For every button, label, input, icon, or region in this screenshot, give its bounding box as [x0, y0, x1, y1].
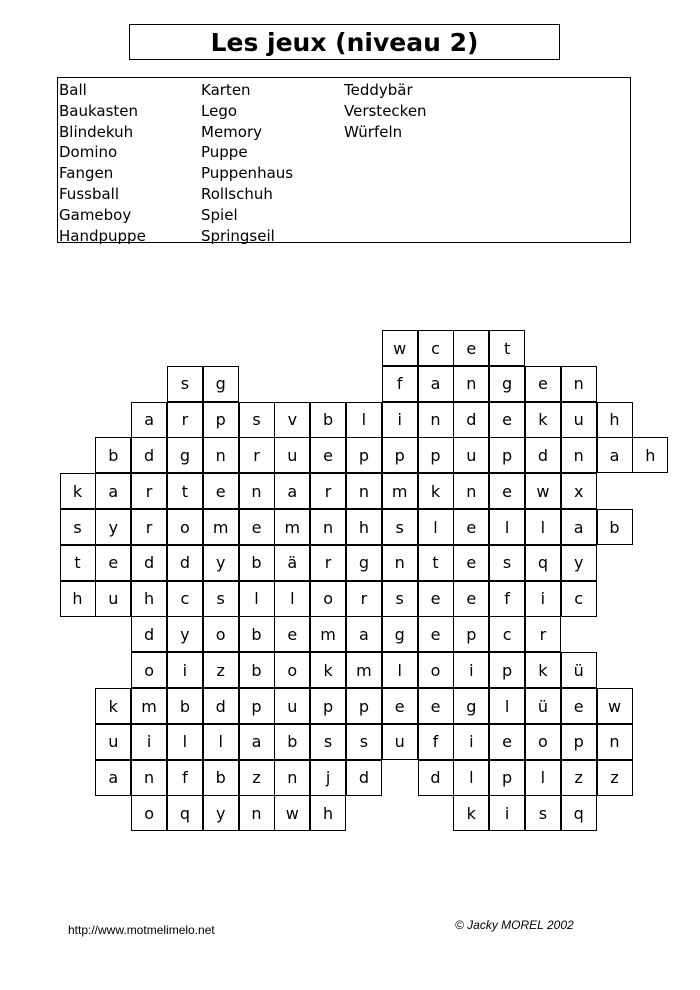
grid-cell: n [131, 760, 167, 796]
grid-cell: y [95, 509, 131, 545]
word-item: Gameboy [59, 205, 132, 224]
grid-cell: w [382, 330, 418, 366]
grid-cell: k [60, 473, 96, 509]
grid-cell: l [489, 688, 525, 724]
grid-cell: g [167, 437, 203, 473]
word-item: Fangen [59, 164, 114, 183]
grid-cell: k [95, 688, 131, 724]
grid-cell: m [346, 652, 382, 688]
grid-cell: e [203, 473, 239, 509]
grid-cell: p [310, 688, 346, 724]
grid-cell: ü [561, 652, 597, 688]
grid-cell: r [525, 616, 561, 652]
grid-cell: s [346, 724, 382, 760]
grid-cell: n [203, 437, 239, 473]
grid-cell: y [203, 795, 239, 831]
page-title: Les jeux (niveau 2) [129, 24, 560, 60]
grid-cell: d [346, 760, 382, 796]
word-item: Teddybär [344, 81, 413, 99]
grid-cell: l [274, 581, 310, 617]
grid-cell: a [131, 402, 167, 438]
grid-cell: h [310, 795, 346, 831]
grid-cell: m [203, 509, 239, 545]
grid-cell: b [239, 616, 275, 652]
grid-cell: b [597, 509, 633, 545]
grid-cell: b [310, 402, 346, 438]
grid-cell: n [561, 437, 597, 473]
grid-cell: p [489, 437, 525, 473]
grid-cell: e [453, 509, 489, 545]
grid-cell: r [239, 437, 275, 473]
grid-cell: k [418, 473, 454, 509]
word-item: Würfeln [344, 122, 403, 141]
grid-cell: i [131, 724, 167, 760]
grid-cell: e [418, 688, 454, 724]
grid-cell: b [239, 652, 275, 688]
grid-cell: l [203, 724, 239, 760]
grid-cell: t [489, 330, 525, 366]
grid-cell: m [382, 473, 418, 509]
grid-cell: i [167, 652, 203, 688]
grid-cell: k [525, 402, 561, 438]
footer-copyright: © Jacky MOREL 2002 [455, 918, 574, 932]
grid-cell: o [525, 724, 561, 760]
word-item: Baukasten [59, 101, 139, 120]
grid-cell: z [239, 760, 275, 796]
word-item: Spiel [201, 205, 238, 224]
grid-cell: g [453, 688, 489, 724]
grid-cell: b [203, 760, 239, 796]
grid-cell: l [525, 509, 561, 545]
grid-cell: a [95, 760, 131, 796]
grid-cell: s [525, 795, 561, 831]
grid-cell: e [453, 330, 489, 366]
grid-cell: l [525, 760, 561, 796]
grid-cell: f [489, 581, 525, 617]
grid-cell: e [561, 688, 597, 724]
grid-cell: g [203, 366, 239, 402]
grid-cell: p [453, 616, 489, 652]
grid-cell: p [203, 402, 239, 438]
grid-cell: p [382, 437, 418, 473]
grid-cell: k [453, 795, 489, 831]
grid-cell: i [453, 652, 489, 688]
grid-cell: d [203, 688, 239, 724]
grid-cell: h [597, 402, 633, 438]
grid-cell: u [95, 724, 131, 760]
grid-cell: o [203, 616, 239, 652]
grid-cell: d [453, 402, 489, 438]
word-item: Rollschuh [201, 184, 273, 203]
grid-cell: l [382, 652, 418, 688]
grid-cell: a [274, 473, 310, 509]
grid-cell: a [418, 366, 454, 402]
grid-cell: m [310, 616, 346, 652]
grid-cell: a [95, 473, 131, 509]
grid-cell: f [418, 724, 454, 760]
grid-cell: e [489, 402, 525, 438]
grid-cell: s [382, 509, 418, 545]
grid-cell: u [453, 437, 489, 473]
grid-cell: c [489, 616, 525, 652]
grid-cell: n [597, 724, 633, 760]
grid-cell: c [561, 581, 597, 617]
grid-cell: k [310, 652, 346, 688]
grid-cell: p [418, 437, 454, 473]
grid-cell: r [310, 545, 346, 581]
grid-cell: n [346, 473, 382, 509]
grid-cell: e [525, 366, 561, 402]
grid-cell: o [167, 509, 203, 545]
grid-cell: n [274, 760, 310, 796]
grid-cell: p [489, 760, 525, 796]
grid-cell: t [418, 545, 454, 581]
grid-cell: a [561, 509, 597, 545]
grid-cell: l [239, 581, 275, 617]
grid-cell: d [131, 616, 167, 652]
word-item: Lego [201, 101, 238, 120]
grid-cell: d [525, 437, 561, 473]
word-item: Springseil [201, 226, 275, 245]
grid-cell: r [131, 473, 167, 509]
grid-cell: o [310, 581, 346, 617]
grid-cell: p [489, 652, 525, 688]
grid-cell: w [274, 795, 310, 831]
grid-cell: d [131, 545, 167, 581]
grid-cell: m [131, 688, 167, 724]
grid-cell: n [310, 509, 346, 545]
grid-cell: b [95, 437, 131, 473]
grid-cell: ü [525, 688, 561, 724]
grid-cell: n [453, 366, 489, 402]
grid-cell: e [274, 616, 310, 652]
grid-cell: q [525, 545, 561, 581]
grid-cell: i [453, 724, 489, 760]
grid-cell: s [489, 545, 525, 581]
grid-cell: h [346, 509, 382, 545]
grid-cell: n [382, 545, 418, 581]
grid-cell: g [382, 616, 418, 652]
grid-cell: e [453, 545, 489, 581]
grid-cell: h [632, 437, 668, 473]
grid-cell: r [167, 402, 203, 438]
grid-cell: u [95, 581, 131, 617]
grid-cell: o [131, 795, 167, 831]
word-item: Memory [201, 122, 263, 141]
grid-cell: b [167, 688, 203, 724]
grid-cell: z [597, 760, 633, 796]
grid-cell: l [346, 402, 382, 438]
grid-cell: a [239, 724, 275, 760]
grid-cell: g [346, 545, 382, 581]
grid-cell: t [167, 473, 203, 509]
grid-cell: s [239, 402, 275, 438]
word-item: Karten [201, 81, 251, 99]
grid-cell: u [274, 437, 310, 473]
word-item: Blindekuh [59, 122, 134, 141]
grid-cell: k [525, 652, 561, 688]
grid-cell: p [239, 688, 275, 724]
grid-cell: n [239, 795, 275, 831]
word-item: Puppenhaus [201, 164, 294, 183]
grid-cell: l [418, 509, 454, 545]
grid-cell: x [561, 473, 597, 509]
grid-cell: r [346, 581, 382, 617]
grid-cell: r [131, 509, 167, 545]
grid-cell: l [489, 509, 525, 545]
footer-url: http://www.motmelimelo.net [68, 923, 215, 937]
word-item: Handpuppe [59, 226, 146, 245]
grid-cell: o [418, 652, 454, 688]
grid-cell: s [310, 724, 346, 760]
grid-cell: m [274, 509, 310, 545]
grid-cell: u [382, 724, 418, 760]
grid-cell: d [418, 760, 454, 796]
grid-cell: q [561, 795, 597, 831]
grid-cell: e [382, 688, 418, 724]
grid-cell: e [489, 473, 525, 509]
grid-cell: e [489, 724, 525, 760]
grid-cell: i [382, 402, 418, 438]
grid-cell: f [167, 760, 203, 796]
grid-cell: n [453, 473, 489, 509]
grid-cell: s [203, 581, 239, 617]
grid-cell: w [525, 473, 561, 509]
grid-cell: n [418, 402, 454, 438]
grid-cell: s [382, 581, 418, 617]
grid-cell: q [167, 795, 203, 831]
word-item: Fussball [59, 184, 119, 203]
grid-cell: l [453, 760, 489, 796]
grid-cell: ä [274, 545, 310, 581]
grid-cell: y [203, 545, 239, 581]
grid-cell: h [131, 581, 167, 617]
grid-cell: c [167, 581, 203, 617]
grid-cell: w [597, 688, 633, 724]
grid-cell: e [239, 509, 275, 545]
word-item: Domino [59, 143, 118, 162]
grid-cell: g [489, 366, 525, 402]
grid-cell: y [561, 545, 597, 581]
grid-cell: f [382, 366, 418, 402]
grid-cell: n [239, 473, 275, 509]
grid-cell: o [274, 652, 310, 688]
word-item: Ball [59, 81, 87, 99]
grid-cell: b [239, 545, 275, 581]
grid-cell: d [167, 545, 203, 581]
grid-cell: e [418, 616, 454, 652]
grid-cell: s [167, 366, 203, 402]
grid-cell: y [167, 616, 203, 652]
grid-cell: l [167, 724, 203, 760]
grid-cell: p [346, 437, 382, 473]
grid-cell: z [203, 652, 239, 688]
grid-cell: b [274, 724, 310, 760]
grid-cell: e [453, 581, 489, 617]
grid-cell: o [131, 652, 167, 688]
grid-cell: v [274, 402, 310, 438]
grid-cell: n [561, 366, 597, 402]
grid-cell: z [561, 760, 597, 796]
grid-cell: r [310, 473, 346, 509]
grid-cell: p [346, 688, 382, 724]
grid-cell: i [525, 581, 561, 617]
grid-cell: u [561, 402, 597, 438]
grid-cell: e [310, 437, 346, 473]
word-item: Puppe [201, 143, 248, 162]
grid-cell: u [274, 688, 310, 724]
grid-cell: e [418, 581, 454, 617]
grid-cell: c [418, 330, 454, 366]
grid-cell: j [310, 760, 346, 796]
grid-cell: h [60, 581, 96, 617]
grid-cell: d [131, 437, 167, 473]
grid-cell: p [561, 724, 597, 760]
grid-cell: t [60, 545, 96, 581]
grid-cell: a [346, 616, 382, 652]
grid-cell: i [489, 795, 525, 831]
grid-cell: e [95, 545, 131, 581]
grid-cell: s [60, 509, 96, 545]
grid-cell: a [597, 437, 633, 473]
word-item: Verstecken [344, 101, 427, 120]
